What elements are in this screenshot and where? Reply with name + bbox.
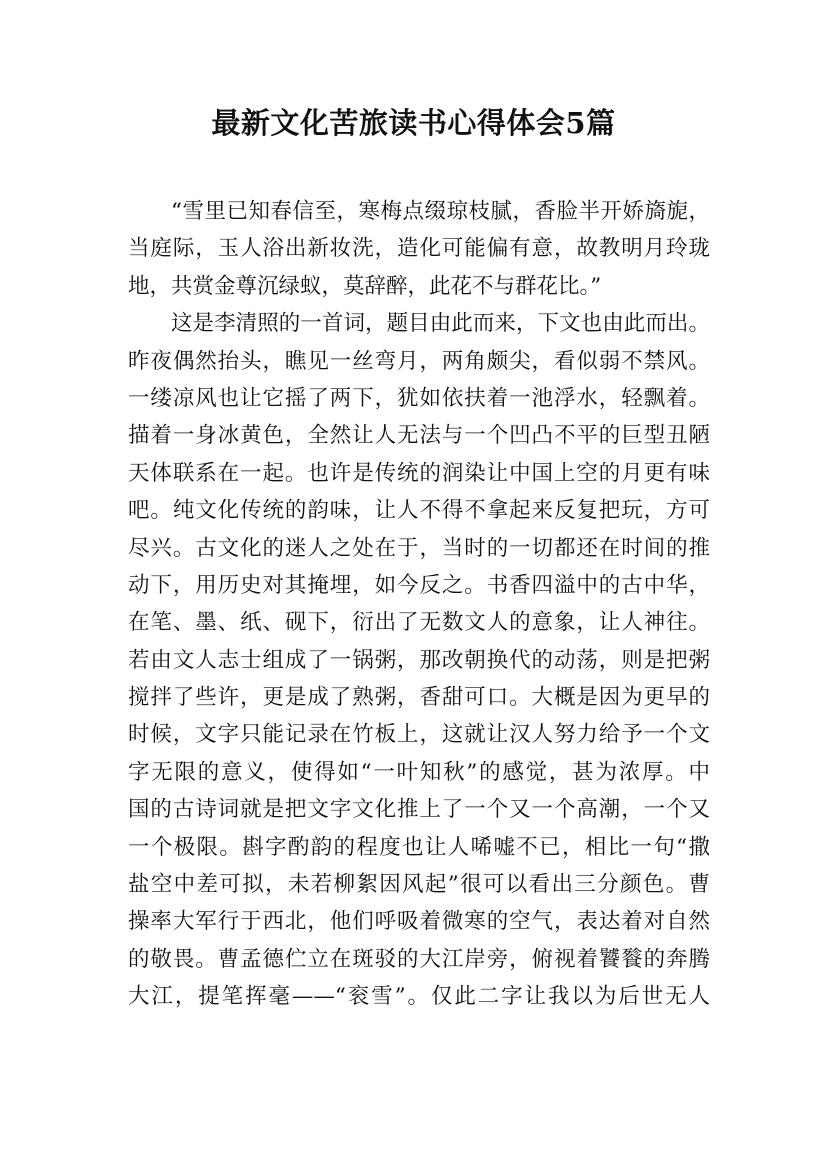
text-line: 这是李清照的一首词，题目由此而来，下文也由此而出。 [171, 311, 710, 337]
document-body [128, 193, 710, 1016]
text-line: 描着一身冰黄色，全然让人无法与一个凹凸不平的巨型丑陋 [128, 423, 710, 449]
text-line: 若由文人志士组成了一锅粥，那改朝换代的动荡，则是把粥 [128, 647, 710, 673]
text-line: 搅拌了些许，更是成了熟粥，香甜可口。大概是因为更早的 [128, 685, 710, 711]
text-line: 一个极限。斟字酌韵的程度也让人唏嘘不已，相比一句“撒 [128, 834, 710, 860]
text-line: “雪里已知春信至，寒梅点缀琼枝腻，香脸半开娇旖旎， [171, 199, 710, 224]
text-line: 天体联系在一起。也许是传统的润染让中国上空的月更有味 [128, 460, 710, 486]
text-line: 字无限的意义，使得如“一叶知秋”的感觉，甚为浓厚。中 [128, 759, 710, 785]
text-line: 时候，文字只能记录在竹板上，这就让汉人努力给予一个文 [128, 722, 710, 748]
text-line: 一缕凉风也让它摇了两下，犹如依扶着一池浮水，轻飘着。 [128, 385, 710, 411]
text-line: 盐空中差可拟，未若柳絮因风起”很可以看出三分颜色。曹 [128, 872, 710, 898]
text-line: 操率大军行于西北，他们呼吸着微寒的空气，表达着对自然 [128, 909, 710, 935]
text-line: 昨夜偶然抬头，瞧见一丝弯月，两角颇尖，看似弱不禁风。 [128, 348, 710, 374]
text-line: 的敬畏。曹孟德伫立在斑驳的大江岸旁，俯视着饕餮的奔腾 [128, 946, 710, 972]
document-title: 最新文化苦旅读书心得体会5篇 [211, 106, 616, 140]
text-line: 在笔、墨、纸、砚下，衍出了无数文人的意象，让人神往。 [128, 610, 710, 636]
text-line: 尽兴。古文化的迷人之处在于，当时的一切都还在时间的推 [128, 535, 710, 561]
text-line: 国的古诗词就是把文字文化推上了一个又一个高潮，一个又 [128, 797, 710, 823]
text-line: 地，共赏金尊沉绿蚁，莫辞醉，此花不与群花比。” [128, 273, 602, 299]
text-line: 吧。纯文化传统的韵味，让人不得不拿起来反复把玩，方可 [128, 498, 710, 524]
text-line: 动下，用历史对其掩埋，如今反之。书香四溢中的古中华， [128, 572, 710, 598]
text-line: 当庭际，玉人浴出新妆洗，造化可能偏有意，故教明月玲珑 [128, 236, 710, 262]
text-line: 大江，提笔挥毫——“衮雪”。仅此二字让我以为后世无人 [128, 984, 710, 1010]
